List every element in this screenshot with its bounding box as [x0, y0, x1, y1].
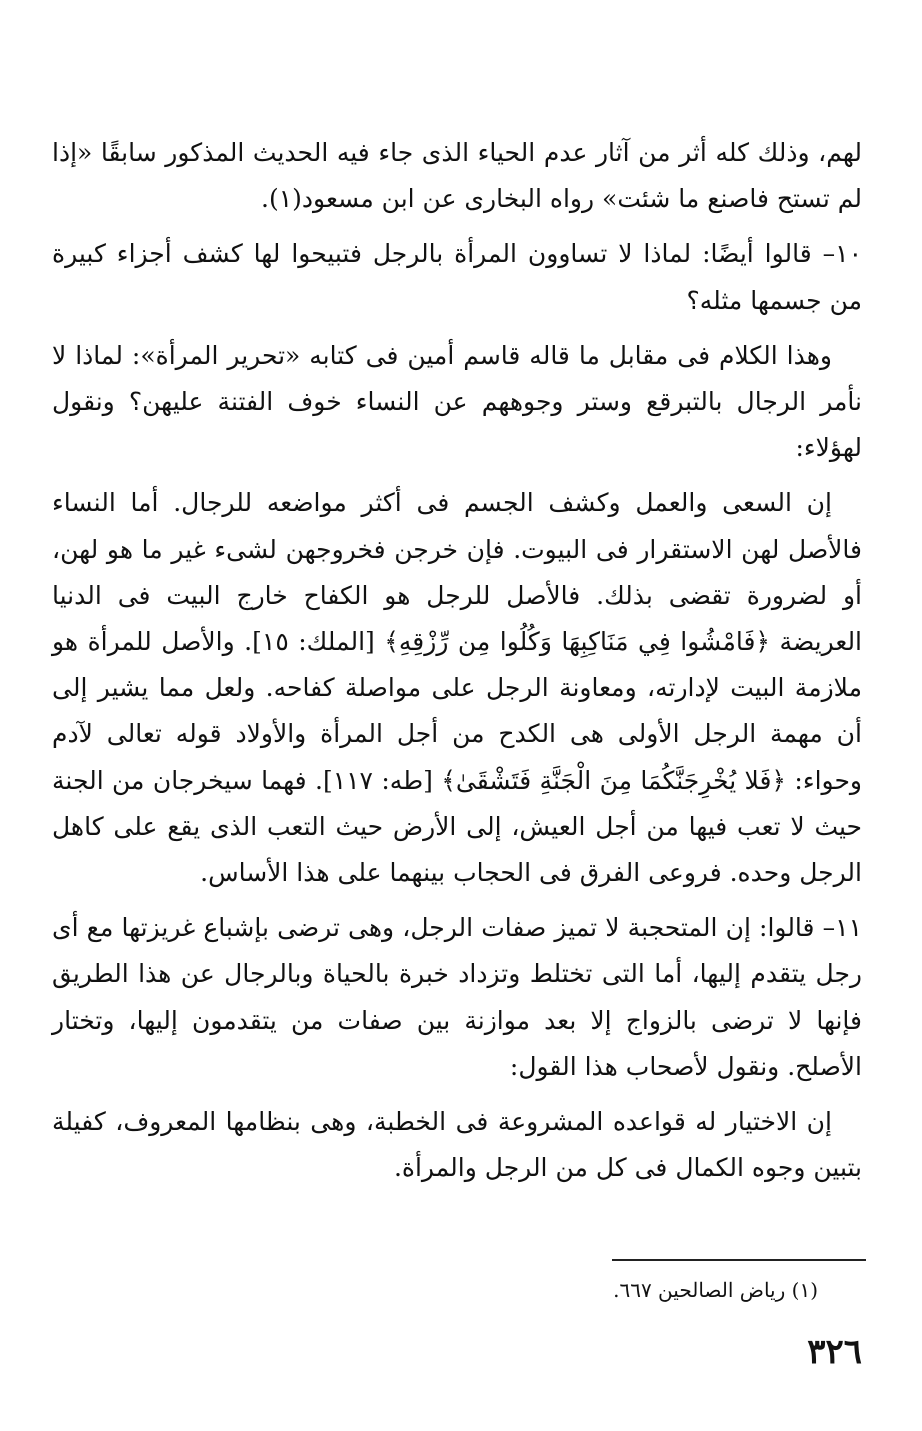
- footnote-divider: [612, 1259, 866, 1261]
- paragraph-question-10: ١٠– قالوا أيضًا: لماذا لا تساوون المرأة بالرجل فتبيحوا لها كشف أجزاء كبيرة من جسمها مثله؟: [52, 239, 862, 315]
- footnote: (١) رياض الصالحين ٦٦٧.: [613, 1278, 818, 1302]
- page-number: ٣٢٦: [807, 1332, 862, 1372]
- paragraph-qasim-amin: وهذا الكلام فى مقابل ما قاله قاسم أمين فى كتابه «تحرير المرأة»: لماذا لا نأمر الرجال بالتبرقع وستر وجوههم عن النساء خوف الفتنة عليهن؟ ونقول لهؤلاء:: [52, 340, 862, 463]
- paragraph-answer-11: إن الاختيار له قواعده المشروعة فى الخطبة، وهى بنظامها المعروف، كفيلة بتبين وجوه الكمال فى كل من الرجل والمرأة.: [52, 1107, 862, 1183]
- paragraph-answer-10: إن السعى والعمل وكشف الجسم فى أكثر مواضعه للرجال. أما النساء فالأصل لهن الاستقرار فى البيوت. فإن خرجن فخروجهن لشىء غير ما هو لهن، أو لضرورة تقضى بذلك. فالأصل للرجل هو الكفاح خارج البيت فى الدنيا العريضة ﴿فَامْشُوا فِي مَنَاكِبِهَا وَكُلُوا مِن رِّزْقِهِ﴾ [الملك: ١٥]. والأصل للمرأة هو ملازمة البيت لإدارته، ومعاونة الرجل على مواصلة كفاحه. ولعل مما يشير إلى أن مهمة الرجل الأولى هى الكدح من أجل المرأة والأولاد قوله تعالى لآدم وحواء: ﴿فَلا يُخْرِجَنَّكُمَا مِنَ الْجَنَّةِ فَتَشْقَىٰ﴾ [طه: ١١٧]. فهما سيخرجان من الجنة حيث لا تعب فيها من أجل العيش، إلى الأرض حيث التعب الذى يقع على كاهل الرجل وحده. فروعى الفرق فى الحجاب بينهما على هذا الأساس.: [52, 488, 863, 888]
- body-text: [52, 130, 862, 1200]
- paragraph-continuation: لهم، وذلك كله أثر من آثار عدم الحياء الذى جاء فيه الحديث المذكور سابقًا «إذا لم تستح فاصنع ما شئت» رواه البخارى عن ابن مسعود(١).: [52, 138, 862, 214]
- paragraph-question-11: ١١– قالوا: إن المتحجبة لا تميز صفات الرجل، وهى ترضى بإشباع غريزتها مع أى رجل يتقدم إليها، أما التى تختلط وتزداد خبرة بالحياة وبالرجال عن هذا الطريق فإنها لا ترضى بالزواج إلا بعد موازنة بين صفات من يتقدمون إليها، وتختار الأصلح. ونقول لأصحاب هذا القول:: [52, 913, 862, 1081]
